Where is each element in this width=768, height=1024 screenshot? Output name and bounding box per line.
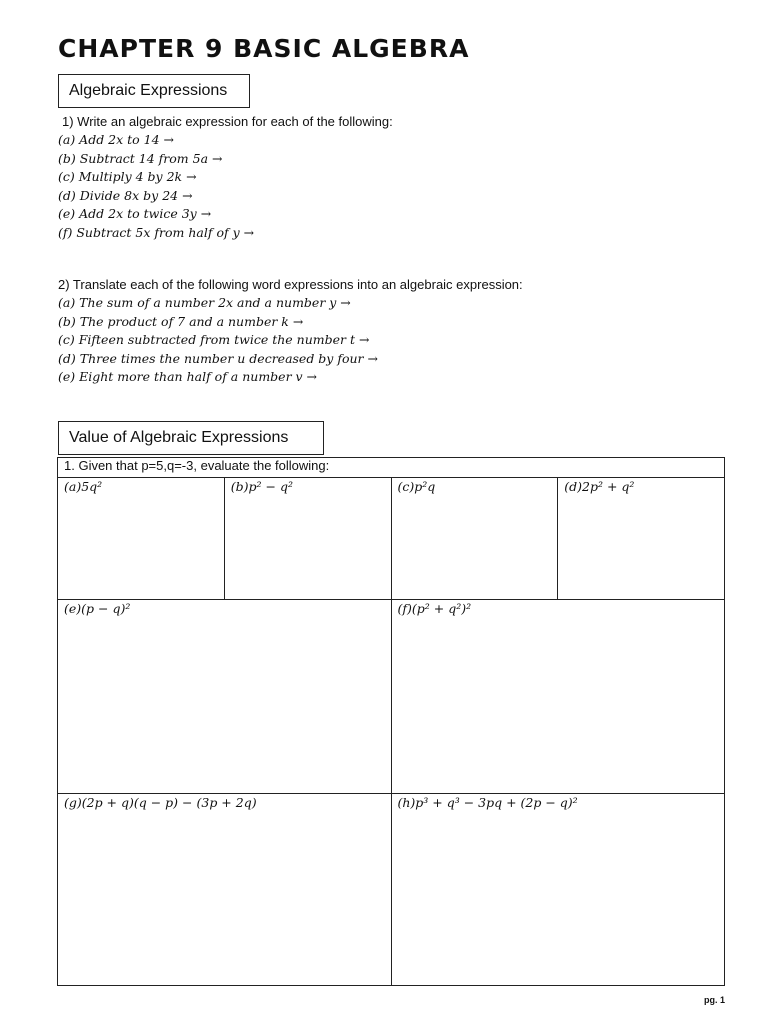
list-item: (b) The product of 7 and a number k → (58, 313, 304, 329)
evaluation-grid (57, 457, 725, 986)
cell-label-c: (c)p²q (397, 479, 436, 494)
list-item: (a) Add 2x to 14 → (58, 132, 175, 147)
answer-cell-a[interactable] (58, 478, 225, 600)
list-item: (d) Divide 8x by 24 → (58, 187, 193, 203)
list-item: (a) The sum of a number 2x and a number y → (58, 295, 351, 310)
page-title: CHAPTER 9 BASIC ALGEBRA (58, 34, 470, 63)
cell-label-h: (h)p³ + q³ − 3pq + (2p − q)² (397, 795, 578, 810)
answer-cell-g[interactable] (58, 794, 392, 986)
cell-label-d: (d)2p² + q² (564, 479, 635, 494)
answer-cell-h[interactable] (391, 794, 725, 986)
cell-label-g: (g)(2p + q)(q − p) − (3p + 2q) (64, 795, 257, 810)
question-2-prompt: 2) Translate each of the following word expressions into an algebraic expression: (58, 277, 523, 292)
cell-label-e: (e)(p − q)² (64, 601, 131, 616)
cell-label-a: (a)5q² (64, 479, 103, 494)
question-1-prompt: 1) Write an algebraic expression for each of the following: (62, 114, 393, 129)
list-item: (f) Subtract 5x from half of y → (58, 224, 255, 240)
section-heading-value-of-expressions: Value of Algebraic Expressions (58, 421, 324, 455)
cell-label-f: (f)(p² + q²)² (397, 601, 472, 616)
question-2-list (58, 294, 378, 387)
cell-label-b: (b)p² − q² (230, 479, 293, 494)
answer-cell-d[interactable] (558, 478, 725, 600)
answer-cell-e[interactable] (58, 600, 392, 794)
list-item: (e) Add 2x to twice 3y → (58, 206, 212, 222)
given-values-header: 1. Given that p=5,q=-3, evaluate the following: (58, 458, 725, 478)
list-item: (b) Subtract 14 from 5a → (58, 150, 223, 166)
list-item: (c) Fifteen subtracted from twice the number t → (58, 332, 370, 348)
answer-cell-c[interactable] (391, 478, 558, 600)
list-item: (e) Eight more than half of a number v → (58, 369, 318, 385)
question-1-list (58, 131, 254, 243)
answer-cell-b[interactable] (224, 478, 391, 600)
section-heading-algebraic-expressions: Algebraic Expressions (58, 74, 250, 108)
list-item: (c) Multiply 4 by 2k → (58, 169, 197, 185)
answer-cell-f[interactable] (391, 600, 725, 794)
page-number: pg. 1 (703, 995, 725, 1005)
list-item: (d) Three times the number u decreased by four → (58, 350, 378, 366)
